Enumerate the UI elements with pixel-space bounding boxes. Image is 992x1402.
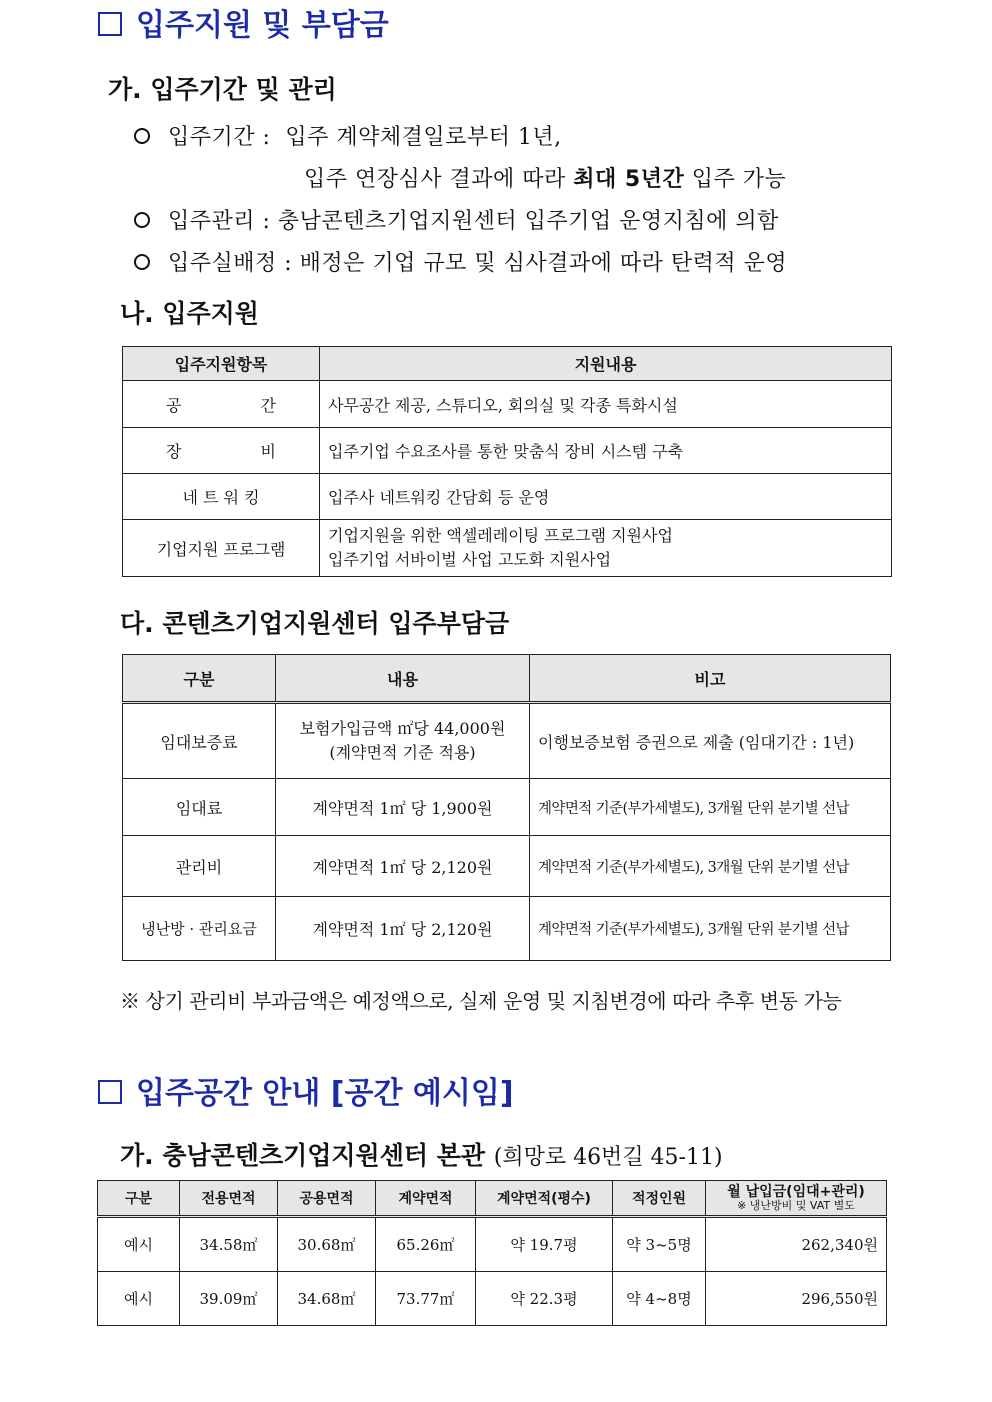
support-content: 입주기업 수요조사를 통한 맞춤식 장비 시스템 구축 xyxy=(320,428,892,474)
support-table xyxy=(122,346,892,577)
table-row xyxy=(123,381,892,428)
table-cell: 예시 xyxy=(98,1217,180,1272)
fee-type: 관리비 xyxy=(123,836,276,897)
table-cell: 약 4~8명 xyxy=(613,1272,706,1326)
fee-remark: 계약면적 기준(부가세별도), 3개월 단위 분기별 선납 xyxy=(530,779,891,836)
fee-type: 임대보증료 xyxy=(123,703,276,779)
header-note: ※ 냉난방비 및 VAT 별도 xyxy=(737,1199,855,1212)
fee-remark: 계약면적 기준(부가세별도), 3개월 단위 분기별 선납 xyxy=(530,897,891,961)
subsection-title-support: 나. 입주지원 xyxy=(120,299,259,328)
table-cell: 34.58㎡ xyxy=(180,1217,278,1272)
table-cell: 34.68㎡ xyxy=(278,1272,376,1326)
table-header: 계약면적(평수) xyxy=(476,1181,613,1217)
table-row xyxy=(123,520,892,577)
table-header: 구분 xyxy=(123,655,276,703)
fee-content: 계약면적 1㎡ 당 1,900원 xyxy=(276,779,530,836)
table-row xyxy=(123,836,891,897)
section-title-support xyxy=(98,0,389,44)
table-row xyxy=(98,1217,887,1272)
table-header: 비고 xyxy=(530,655,891,703)
table-row xyxy=(123,703,891,779)
bullet-room-assignment: 입주실배정 : 배정은 기업 규모 및 심사결과에 따라 탄력적 운영 xyxy=(134,246,787,277)
table-header: 입주지원항목 xyxy=(123,347,320,381)
table-cell: 262,340원 xyxy=(706,1217,887,1272)
table-cell: 296,550원 xyxy=(706,1272,887,1326)
table-header: 내용 xyxy=(276,655,530,703)
bullet-period: 입주기간 : 입주 계약체결일로부터 1년, xyxy=(134,120,562,151)
fee-content: 계약면적 1㎡ 당 2,120원 xyxy=(276,836,530,897)
table-cell: 예시 xyxy=(98,1272,180,1326)
table-header-row xyxy=(123,347,892,381)
support-content: 입주사 네트워킹 간담회 등 운영 xyxy=(320,474,892,520)
support-content: 기업지원을 위한 액셀레레이팅 프로그램 지원사업 입주기업 서바이벌 사업 고도화 지원사업 xyxy=(320,520,892,577)
fee-content: 보험가입금액 ㎡당 44,000원 (계약면적 기준 적용) xyxy=(276,703,530,779)
section-title-text: 입주지원 및 부담금 xyxy=(136,8,389,43)
bullet-period-line2: 입주 연장심사 결과에 따라 최대 5년간 입주 가능 xyxy=(304,167,787,192)
table-header-row xyxy=(123,655,891,703)
table-header: 계약면적 xyxy=(376,1181,476,1217)
table-header: 지원내용 xyxy=(320,347,892,381)
table-cell: 65.26㎡ xyxy=(376,1217,476,1272)
support-item: 네 트 워 킹 xyxy=(123,474,320,520)
table-header: 적정인원 xyxy=(613,1181,706,1217)
table-cell: 약 22.3평 xyxy=(476,1272,613,1326)
subsection-title-fees: 다. 콘텐츠기업지원센터 입주부담금 xyxy=(120,609,510,638)
support-item: 공 간 xyxy=(123,381,320,428)
table-cell: 73.77㎡ xyxy=(376,1272,476,1326)
address-text: (희망로 46번길 45-11) xyxy=(493,1145,723,1170)
space-table xyxy=(97,1180,887,1326)
fee-remark: 이행보증보험 증권으로 제출 (임대기간 : 1년) xyxy=(530,703,891,779)
table-cell: 약 19.7평 xyxy=(476,1217,613,1272)
support-item: 장 비 xyxy=(123,428,320,474)
table-cell: 약 3~5명 xyxy=(613,1217,706,1272)
subsection-title-main-building: 가. 충남콘텐츠기업지원센터 본관 (희망로 46번길 45-11) xyxy=(120,1141,723,1170)
table-header: 월 납입금(임대+관리) ※ 냉난방비 및 VAT 별도 xyxy=(706,1181,887,1217)
table-header-row xyxy=(98,1181,887,1217)
support-content: 사무공간 제공, 스튜디오, 회의실 및 각종 특화시설 xyxy=(320,381,892,428)
table-row xyxy=(98,1272,887,1326)
fee-type: 임대료 xyxy=(123,779,276,836)
fee-type: 냉난방 · 관리요금 xyxy=(123,897,276,961)
checkbox-square-icon xyxy=(98,1080,122,1104)
support-item: 기업지원 프로그램 xyxy=(123,520,320,577)
table-cell: 39.09㎡ xyxy=(180,1272,278,1326)
circle-bullet-icon xyxy=(134,212,150,228)
circle-bullet-icon xyxy=(134,128,150,144)
bullet-management: 입주관리 : 충남콘텐츠기업지원센터 입주기업 운영지침에 의함 xyxy=(134,204,779,235)
fee-content: 계약면적 1㎡ 당 2,120원 xyxy=(276,897,530,961)
fees-note: ※ 상기 관리비 부과금액은 예정액으로, 실제 운영 및 지침변경에 따라 추후 변동 가능 xyxy=(120,989,842,1013)
table-header: 공용면적 xyxy=(278,1181,376,1217)
circle-bullet-icon xyxy=(134,254,150,270)
table-row xyxy=(123,474,892,520)
section-title-space xyxy=(98,1068,514,1112)
table-cell: 30.68㎡ xyxy=(278,1217,376,1272)
subsection-title-period: 가. 입주기간 및 관리 xyxy=(108,75,337,104)
table-header: 전용면적 xyxy=(180,1181,278,1217)
fee-remark: 계약면적 기준(부가세별도), 3개월 단위 분기별 선납 xyxy=(530,836,891,897)
table-row xyxy=(123,897,891,961)
section-title-text: 입주공간 안내 [공간 예시임] xyxy=(136,1076,514,1111)
table-row xyxy=(123,779,891,836)
fees-table xyxy=(122,654,891,961)
checkbox-square-icon xyxy=(98,12,122,36)
table-header: 구분 xyxy=(98,1181,180,1217)
table-row xyxy=(123,428,892,474)
